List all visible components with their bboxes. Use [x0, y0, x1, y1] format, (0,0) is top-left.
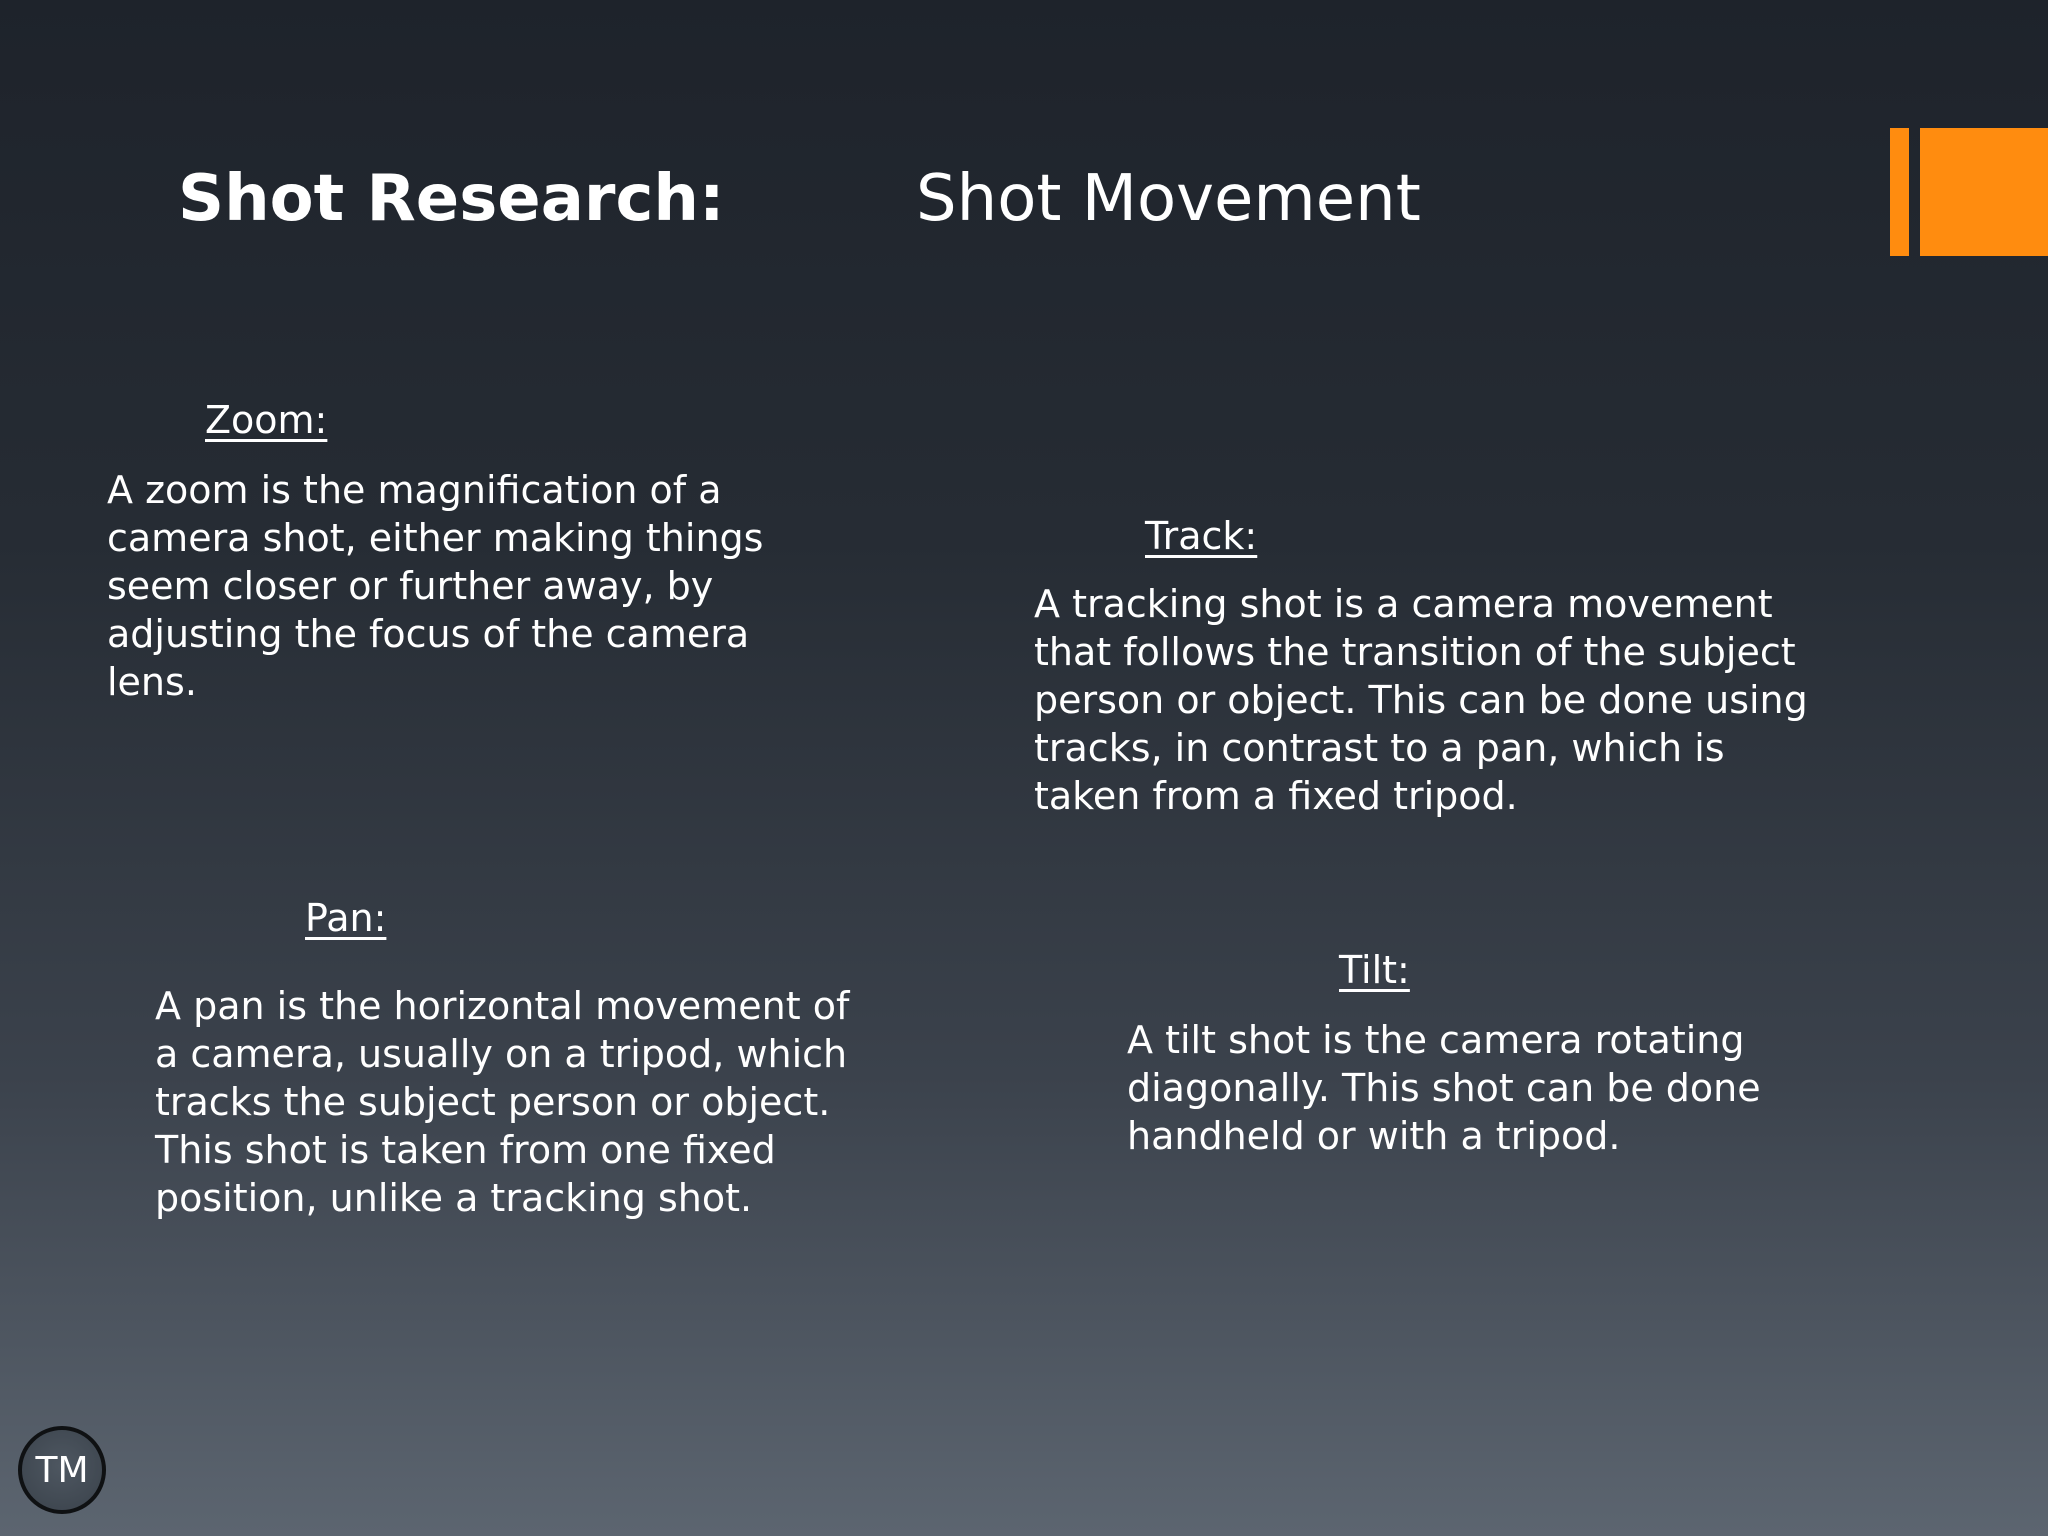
pan-line: This shot is taken from one fixed [155, 1128, 776, 1172]
track-line: tracks, in contrast to a pan, which is [1034, 726, 1725, 770]
pan-heading: Pan: [305, 896, 387, 940]
pan-description [155, 982, 849, 1222]
zoom-line: camera shot, either making things [107, 516, 764, 560]
accent-bar-thin [1890, 128, 1909, 256]
accent-bar-block [1920, 128, 2048, 256]
track-heading: Track: [1145, 514, 1258, 558]
slide-title: Shot Research: [178, 162, 725, 236]
track-line: that follows the transition of the subject [1034, 630, 1796, 674]
zoom-line: seem closer or further away, by [107, 564, 714, 608]
tilt-line: diagonally. This shot can be done [1127, 1066, 1761, 1110]
slide-subtitle: Shot Movement [916, 162, 1421, 236]
pan-line: position, unlike a tracking shot. [155, 1176, 753, 1220]
tilt-line: A tilt shot is the camera rotating [1127, 1018, 1745, 1062]
zoom-line: adjusting the focus of the camera [107, 612, 750, 656]
zoom-heading: Zoom: [205, 398, 328, 442]
track-line: A tracking shot is a camera movement [1034, 582, 1773, 626]
tilt-description [1127, 1016, 1761, 1160]
zoom-line: lens. [107, 660, 197, 704]
track-description [1034, 580, 1808, 820]
track-line: taken from a fixed tripod. [1034, 774, 1518, 818]
pan-line: a camera, usually on a tripod, which [155, 1032, 848, 1076]
tilt-heading: Tilt: [1339, 948, 1410, 992]
zoom-line: A zoom is the magnification of a [107, 468, 722, 512]
tilt-line: handheld or with a tripod. [1127, 1114, 1621, 1158]
tm-badge: TM [18, 1426, 106, 1514]
pan-line: A pan is the horizontal movement of [155, 984, 850, 1028]
track-line: person or object. This can be done using [1034, 678, 1808, 722]
pan-line: tracks the subject person or object. [155, 1080, 831, 1124]
zoom-description [107, 466, 763, 706]
